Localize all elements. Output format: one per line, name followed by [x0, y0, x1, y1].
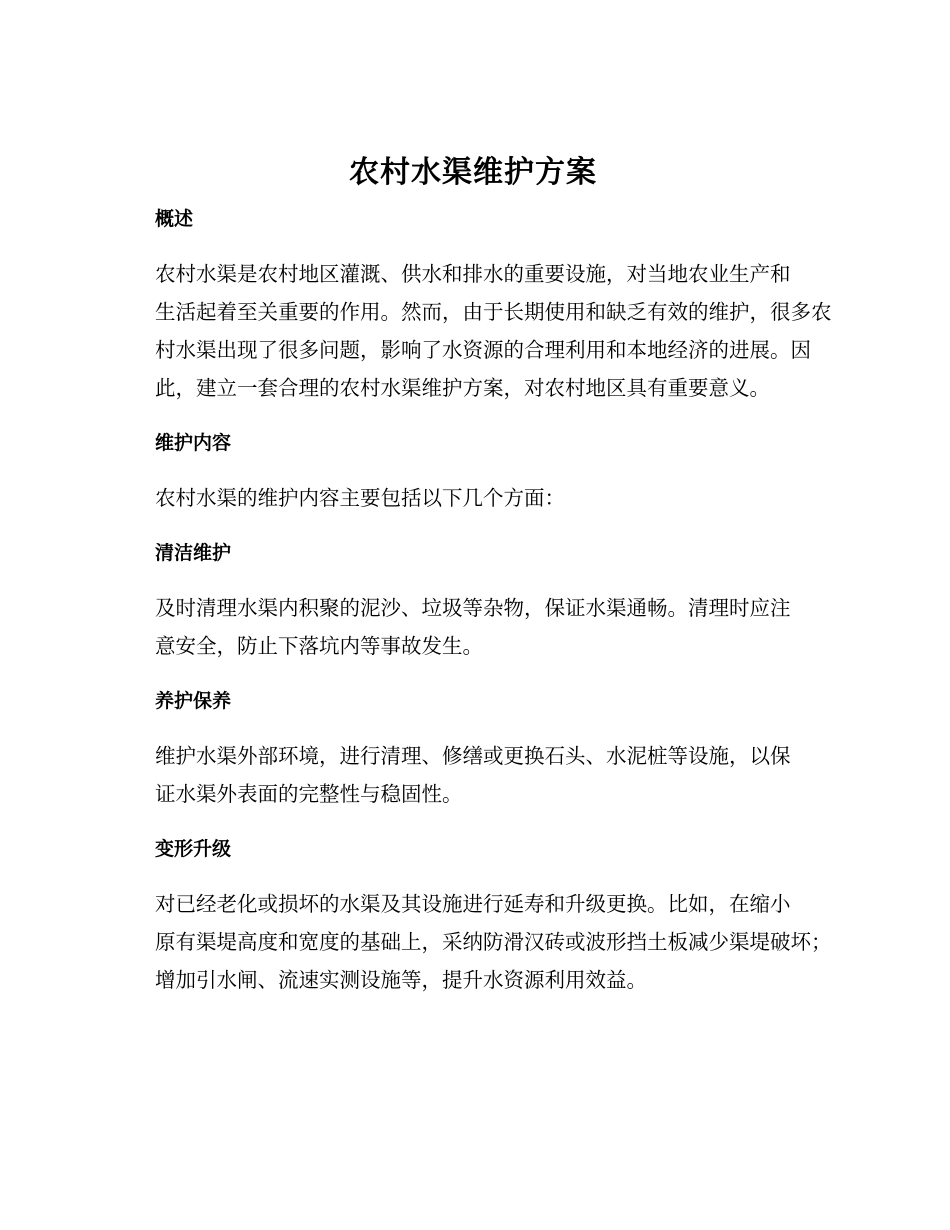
paragraph-line: 对已经老化或损坏的水渠及其设施进行延寿和升级更换。比如，在缩小 — [155, 892, 791, 916]
section-heading-cleaning: 清洁维护 — [155, 542, 232, 564]
section-paragraph-overview — [113, 255, 833, 407]
section-heading-upkeep: 养护保养 — [155, 690, 232, 712]
section-paragraph-maintenance-content — [113, 479, 833, 517]
section-paragraph-cleaning — [113, 589, 833, 665]
paragraph-line: 证水渠外表面的完整性与稳固性。 — [155, 782, 463, 806]
paragraph-line: 此，建立一套合理的农村水渠维护方案，对农村地区具有重要意义。 — [155, 376, 770, 400]
paragraph-line: 农村水渠的维护内容主要包括以下几个方面： — [155, 486, 565, 510]
section-paragraph-upgrade — [113, 885, 833, 999]
paragraph-line: 意安全，防止下落坑内等事故发生。 — [155, 634, 483, 658]
section-heading-upgrade: 变形升级 — [155, 838, 232, 860]
paragraph-line: 及时清理水渠内积聚的泥沙、垃圾等杂物，保证水渠通畅。清理时应注 — [155, 596, 791, 620]
paragraph-line: 增加引水闸、流速实测设施等，提升水资源利用效益。 — [155, 968, 647, 992]
paragraph-line: 原有渠堤高度和宽度的基础上，采纳防滑汉砖或波形挡土板减少渠堤破坏； — [155, 930, 832, 954]
section-heading-overview: 概述 — [155, 208, 194, 230]
paragraph-line: 生活起着至关重要的作用。然而，由于长期使用和缺乏有效的维护，很多农 — [155, 300, 832, 324]
paragraph-line: 维护水渠外部环境，进行清理、修缮或更换石头、水泥桩等设施，以保 — [155, 744, 791, 768]
paragraph-line: 村水渠出现了很多问题，影响了水资源的合理利用和本地经济的进展。因 — [155, 338, 811, 362]
section-heading-maintenance-content: 维护内容 — [155, 432, 232, 454]
document-content — [113, 148, 833, 999]
paragraph-line: 农村水渠是农村地区灌溉、供水和排水的重要设施，对当地农业生产和 — [155, 262, 791, 286]
document-title: 农村水渠维护方案 — [349, 155, 597, 190]
section-paragraph-upkeep — [113, 737, 833, 813]
